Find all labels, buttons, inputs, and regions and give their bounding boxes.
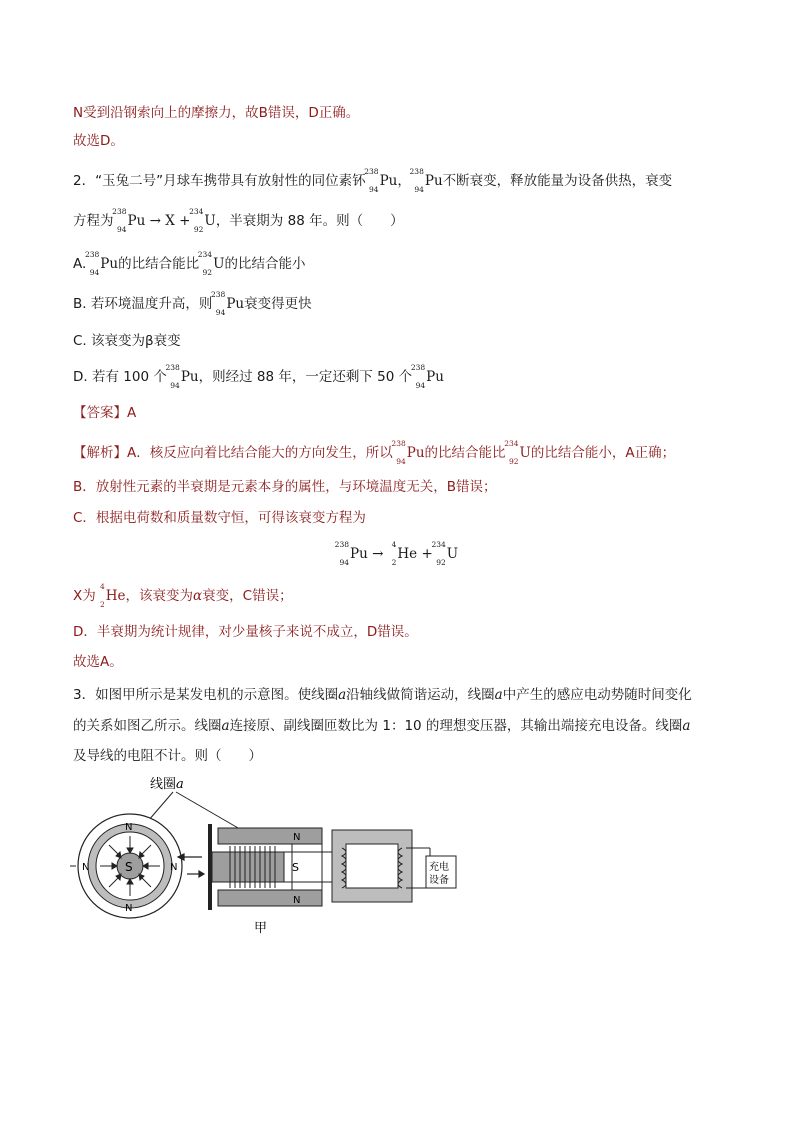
circular-magnet-view — [70, 814, 182, 918]
q3-stem-line2: 的关系如图乙所示。线圈a连接原、副线圈匝数比为 1：10 的理想变压器，其输出端接充电设备。线圈a — [73, 718, 691, 734]
svg-text:设备: 设备 — [429, 875, 449, 886]
q2-analysis-b: B．放射性元素的半衰期是元素本身的属性，与环境温度无关，B错误； — [73, 479, 497, 495]
q3-stem-line1: 3．如图甲所示是某发电机的示意图。使线圈a沿轴线做简谐运动，线圈a中产生的感应电动势随时间变化 — [73, 687, 692, 703]
svg-text:N: N — [82, 862, 90, 873]
charger-box — [426, 856, 456, 888]
svg-text:N: N — [293, 832, 301, 843]
coil-label: 线圈a — [150, 777, 184, 792]
svg-text:N: N — [125, 822, 133, 833]
svg-text:N: N — [293, 895, 301, 906]
svg-text:S: S — [292, 861, 299, 874]
q2-analysis-a: 【解析】A．核反应向着比结合能大的方向发生，所以 238 94 Pu的比结合能比 234 92 U的比结合能小，A正确； — [73, 439, 676, 466]
q2-analysis-c: C．根据电荷数和质量数守恒，可得该衰变方程为 — [73, 510, 366, 526]
q2-option-d: D. 若有 100 个 238 94 Pu，则经过 88 年，一定还剩下 50 个 238 94 Pu — [73, 363, 444, 390]
figure-caption: 甲 — [254, 921, 268, 936]
svg-text:S: S — [125, 860, 133, 874]
svg-text:N: N — [170, 862, 178, 873]
q2-answer: 【答案】A — [73, 405, 137, 421]
decay-equation: 238 94 Pu → 4 2 He + 234 92 U — [334, 540, 459, 567]
q2-stem-line1: 2．“玉兔二号”月球车携带具有放射性的同位素钚 238 94 Pu， 238 94 Pu不断衰变，释放能量为设备供热，衰变 — [73, 167, 673, 194]
svg-text:N: N — [125, 903, 133, 914]
q2-analysis-x: X为 4 2 He，该衰变为α衰变，C错误； — [73, 582, 293, 609]
generator-figure — [70, 770, 470, 940]
nuclide-u: 234 92 U — [189, 207, 216, 234]
q2-analysis-d: D．半衰期为统计规律，对少量核子来说不成立，D错误。 — [73, 624, 418, 640]
q2-option-a: A. 238 94 Pu的比结合能比 234 92 U的比结合能小 — [73, 250, 306, 277]
magnet-side-view — [208, 824, 332, 910]
q2-stem-line2: 方程为 238 94 Pu → X + 234 92 U，半衰期为 88 年。则（ ） — [73, 207, 404, 234]
q2-option-b: B. 若环境温度升高，则 238 94 Pu衰变得更快 — [73, 290, 312, 317]
q2-option-c: C. 该衰变为β衰变 — [73, 333, 181, 349]
q2-choose: 故选A。 — [73, 654, 123, 670]
svg-text:充电: 充电 — [429, 862, 449, 873]
nuclide-pu: 238 94 Pu — [409, 167, 443, 194]
transformer — [332, 830, 430, 902]
nuclide-pu: 238 94 Pu — [364, 167, 398, 194]
prev-solution-line: N受到沿钢索向上的摩擦力，故B错误，D正确。 — [73, 105, 360, 121]
nuclide-pu: 238 94 Pu — [112, 207, 146, 234]
prev-choose-line: 故选D。 — [73, 133, 124, 149]
q3-stem-line3: 及导线的电阻不计。则（ ） — [73, 748, 262, 764]
